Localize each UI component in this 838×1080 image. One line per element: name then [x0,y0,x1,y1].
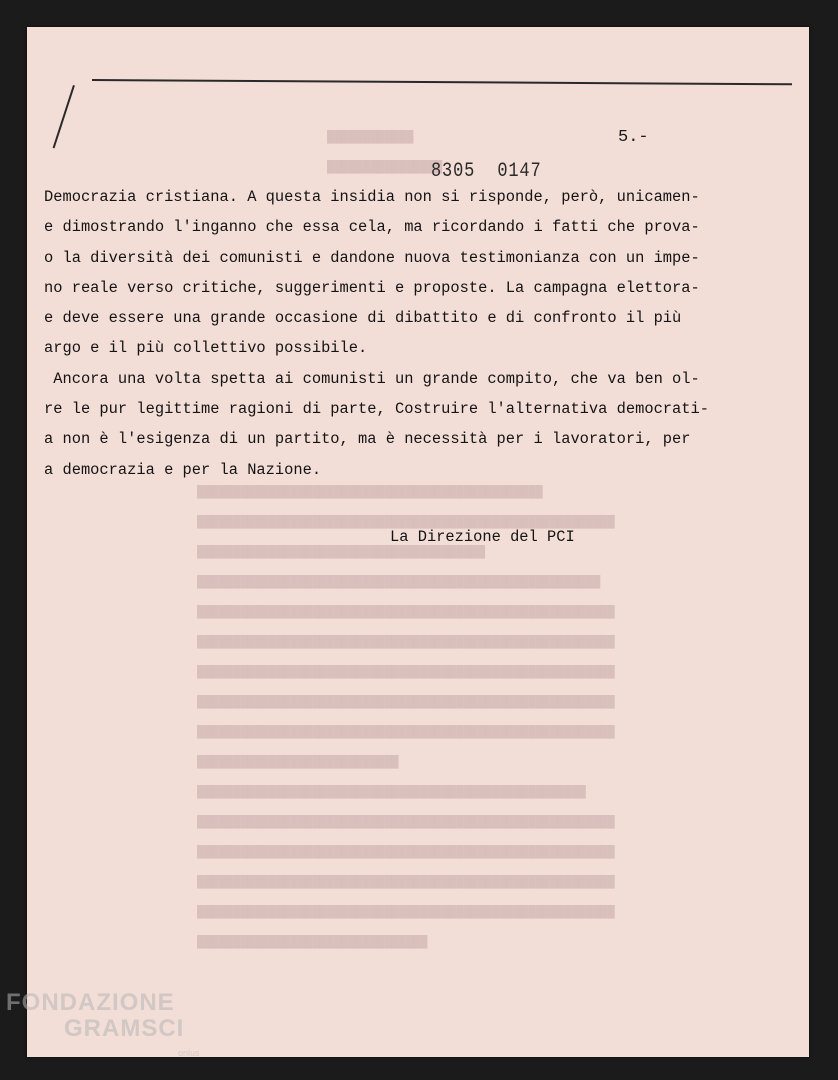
text-line: no reale verso critiche, suggerimenti e proposte. La campagna elettora- [44,278,700,297]
watermark-line-1: FONDAZIONE [6,989,175,1016]
text-line: o la diversità dei comunisti e dandone nuova testimonianza con un impe- [44,248,700,267]
stamp-number-2: 0147 [497,160,542,183]
text-line: Ancora una volta spetta ai comunisti un grande compito, che va ben ol- [44,369,700,388]
watermark-line-2: GRAMSCI [64,1015,185,1042]
text-line: e dimostrando l'inganno che essa cela, ma ricordando i fatti che prova- [44,218,700,237]
bleed-through-text: ████████████████████████████████████████████████ ██████████████████████████████████████████████████████████ ████████████████████████████████████████ ████████████████████████████████████████████████████████ ██████████████████████████████████████████████████████████ ██████████████████████████████████████████████████████████ ██████████████████████████████████████████████████████████ ██████████████████████████████████████████████████████████ ██████████████████████████████████████████████████████████ ████████████████████████████ ██████████████████████████████████████████████████████ ██████████████████████████████████████████████████████████ ██████████████████████████████████████████████████████████ ██████████████████████████████████████████████████████████ ██████████████████████████████████████████████████████████ ████████████████████████████████ [197,485,615,949]
text-line: a non è l'esigenza di un partito, ma è necessità per i lavoratori, per [44,430,691,449]
text-line: Democrazia cristiana. A questa insidia non si risponde, però, unicamen- [44,188,700,206]
body-text [44,182,744,485]
watermark-suffix: onlus [178,1048,200,1058]
archive-stamp [431,160,542,183]
stamp-number-1: 8305 [431,160,476,183]
page-number: 5.- [618,128,649,147]
bleed-through-text: ████████████ ████████████████ [327,130,443,174]
fold-mark [53,85,75,148]
signature: La Direzione del PCI [390,528,575,546]
fold-line [92,79,792,85]
text-line: argo e il più collettivo possibile. [44,339,368,358]
text-line: a democrazia e per la Nazione. [44,460,322,479]
text-line: re le pur legittime ragioni di parte, Costruire l'alternativa democrati- [44,400,709,419]
archive-watermark [6,990,184,1042]
text-line: e deve essere una grande occasione di dibattito e di confronto il più [44,309,682,328]
